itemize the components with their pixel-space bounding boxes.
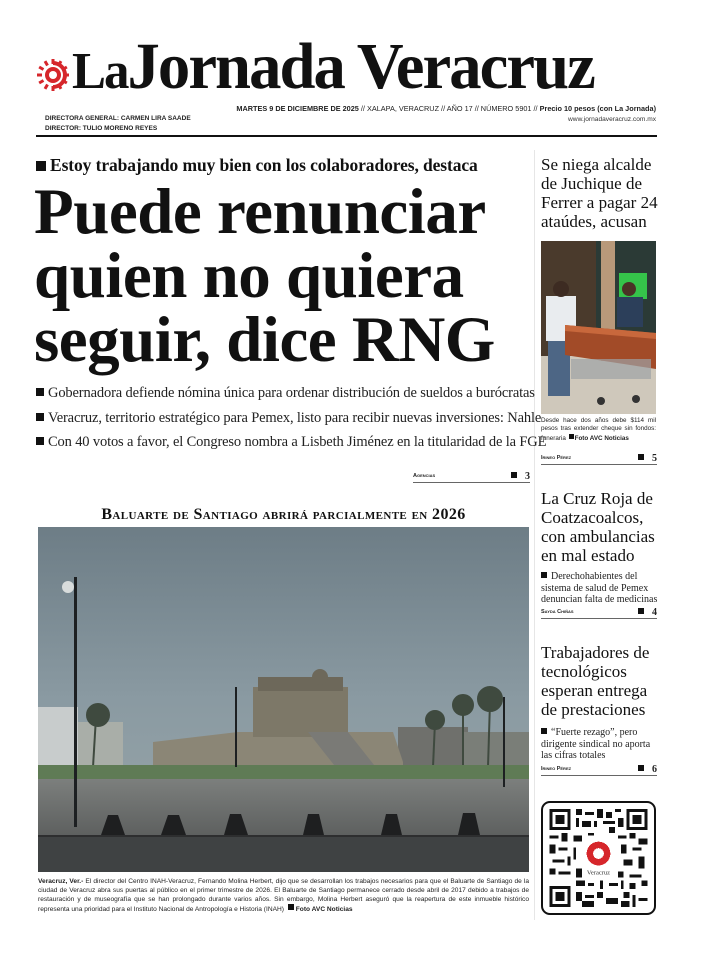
main-story-byline — [413, 473, 530, 483]
sidebar-subhead — [541, 727, 658, 762]
bullet-square-icon — [541, 572, 547, 578]
caption-text: Desde hace dos años debe $114 mil pesos tras extender cheque sin fondos: funeraria — [541, 417, 656, 442]
newspaper-logo[interactable] — [72, 30, 594, 103]
bullet-square-icon — [638, 454, 644, 460]
main-bullet[interactable] — [36, 410, 541, 427]
page-number: 5 — [652, 453, 657, 464]
coffin-photo-caption — [541, 417, 656, 443]
sidebar-headline-juchique[interactable]: Se niega alcalde de Juchique de Ferrer a pagar 24 ataúdes, acusan — [541, 155, 658, 231]
bullet-square-icon — [541, 728, 547, 734]
bullet-square-icon — [36, 413, 44, 421]
sidebar-byline — [541, 455, 657, 465]
issue-price: Precio 10 pesos (con La Jornada) — [539, 104, 656, 113]
page-number: 3 — [525, 471, 530, 482]
qr-veracruz-label: Veracruz — [586, 869, 611, 877]
headline-line: quien no quiera — [34, 240, 464, 312]
bullet-square-icon — [36, 437, 44, 445]
page-reference[interactable] — [634, 453, 657, 464]
bullet-square-icon — [288, 904, 294, 910]
page-reference[interactable] — [634, 607, 657, 618]
bullet-square-icon — [511, 472, 517, 478]
staff-director-general: DIRECTORA GENERAL: CARMEN LIRA SAADE — [45, 115, 191, 122]
masthead-divider — [36, 135, 657, 137]
subhead-text: Derechohabientes del sistema de salud de Pemex denuncian falta de medicinas — [541, 571, 658, 605]
byline-author: Irineo Pérez — [541, 766, 572, 772]
bullet-square-icon — [36, 161, 46, 171]
sidebar-headline-cruz-roja[interactable]: La Cruz Roja de Coatzacoalcos, con ambulancias en mal estado — [541, 489, 655, 565]
main-story-kicker — [36, 155, 478, 176]
issue-info: // XALAPA, VERACRUZ // AÑO 17 // NÚMERO 5901 // — [358, 104, 540, 113]
page-number: 6 — [652, 764, 657, 775]
qr-code[interactable] — [541, 801, 656, 915]
sidebar-byline — [541, 766, 657, 776]
page-reference[interactable] — [634, 764, 657, 775]
photo-credit: Foto AVC Noticias — [295, 906, 353, 913]
byline-author: Agencias — [413, 473, 436, 479]
page-number: 4 — [652, 607, 657, 618]
bullet-text: Veracruz, territorio estratégico para Pemex, listo para recibir nuevas inversiones: Nahle — [48, 410, 542, 426]
bullet-text: Con 40 votos a favor, el Congreso nombra a Lisbeth Jiménez en la titularidad de la FGE — [48, 434, 547, 450]
dateline — [236, 104, 656, 113]
headline-line: Puede renunciar — [34, 176, 486, 248]
staff-director: DIRECTOR: TULIO MORENO REYES — [45, 125, 158, 132]
baluarte-photo[interactable] — [38, 527, 529, 872]
byline-author: Irineo Pérez — [541, 455, 572, 461]
main-bullet[interactable] — [36, 385, 535, 402]
main-bullet[interactable] — [36, 434, 546, 451]
photo-story-title[interactable]: Baluarte de Santiago abrirá parcialmente en 2026 — [101, 506, 466, 523]
logo-la: La — [72, 43, 128, 100]
subhead-text: “Fuerte rezago”, pero dirigente sindical no aporta las cifras totales — [541, 727, 651, 761]
bullet-square-icon — [36, 388, 44, 396]
main-headline[interactable] — [34, 176, 539, 376]
coffin-photo[interactable] — [541, 241, 656, 414]
photo-caption — [38, 877, 529, 914]
logo-jornada-veracruz: Jornada Veracruz — [127, 30, 594, 103]
issue-date: MARTES 9 DE DICIEMBRE DE 2025 — [236, 104, 359, 113]
jornada-sun-logo-icon — [36, 58, 70, 92]
page-reference[interactable] — [507, 471, 530, 482]
sidebar-byline — [541, 609, 657, 619]
bullet-square-icon — [569, 434, 574, 439]
website-link[interactable]: www.jornadaveracruz.com.mx — [568, 116, 656, 123]
kicker-text: Estoy trabajando muy bien con los colaboradores, destaca — [50, 155, 478, 175]
caption-text: El director del Centro INAH-Veracruz, Fernando Molina Herbert, dijo que se desarrollan los trabajos necesarios para que el Baluarte de Santiago de la ciudad de Veracruz abra sus puertas al público en el primer trimestre de 2026. El Baluarte de Santiago permanece cerrado desde abril de 2017 debido a trabajos de restauración y de museografía que se han prolongado durante varios años. Sin embargo, Molina Herbert aseguró que la reapertura de este inmueble histórico representa una prioridad para el Instituto Nacional de Antropología e Historia (INAH) — [38, 878, 529, 913]
sidebar-headline-tecnologicos[interactable]: Trabajadores de tecnológicos esperan entrega de prestaciones — [541, 643, 650, 719]
bullet-text: Gobernadora defiende nómina única para ordenar distribución de sueldos a burócratas — [48, 385, 535, 401]
sidebar-subhead — [541, 571, 658, 606]
photo-credit: Foto AVC Noticias — [574, 434, 629, 442]
bullet-square-icon — [638, 765, 644, 771]
headline-line: seguir, dice RNG — [34, 304, 495, 376]
bullet-square-icon — [638, 608, 644, 614]
byline-author: Sayda Chiñas — [541, 609, 574, 615]
caption-dateline: Veracruz, Ver.- — [38, 878, 84, 885]
